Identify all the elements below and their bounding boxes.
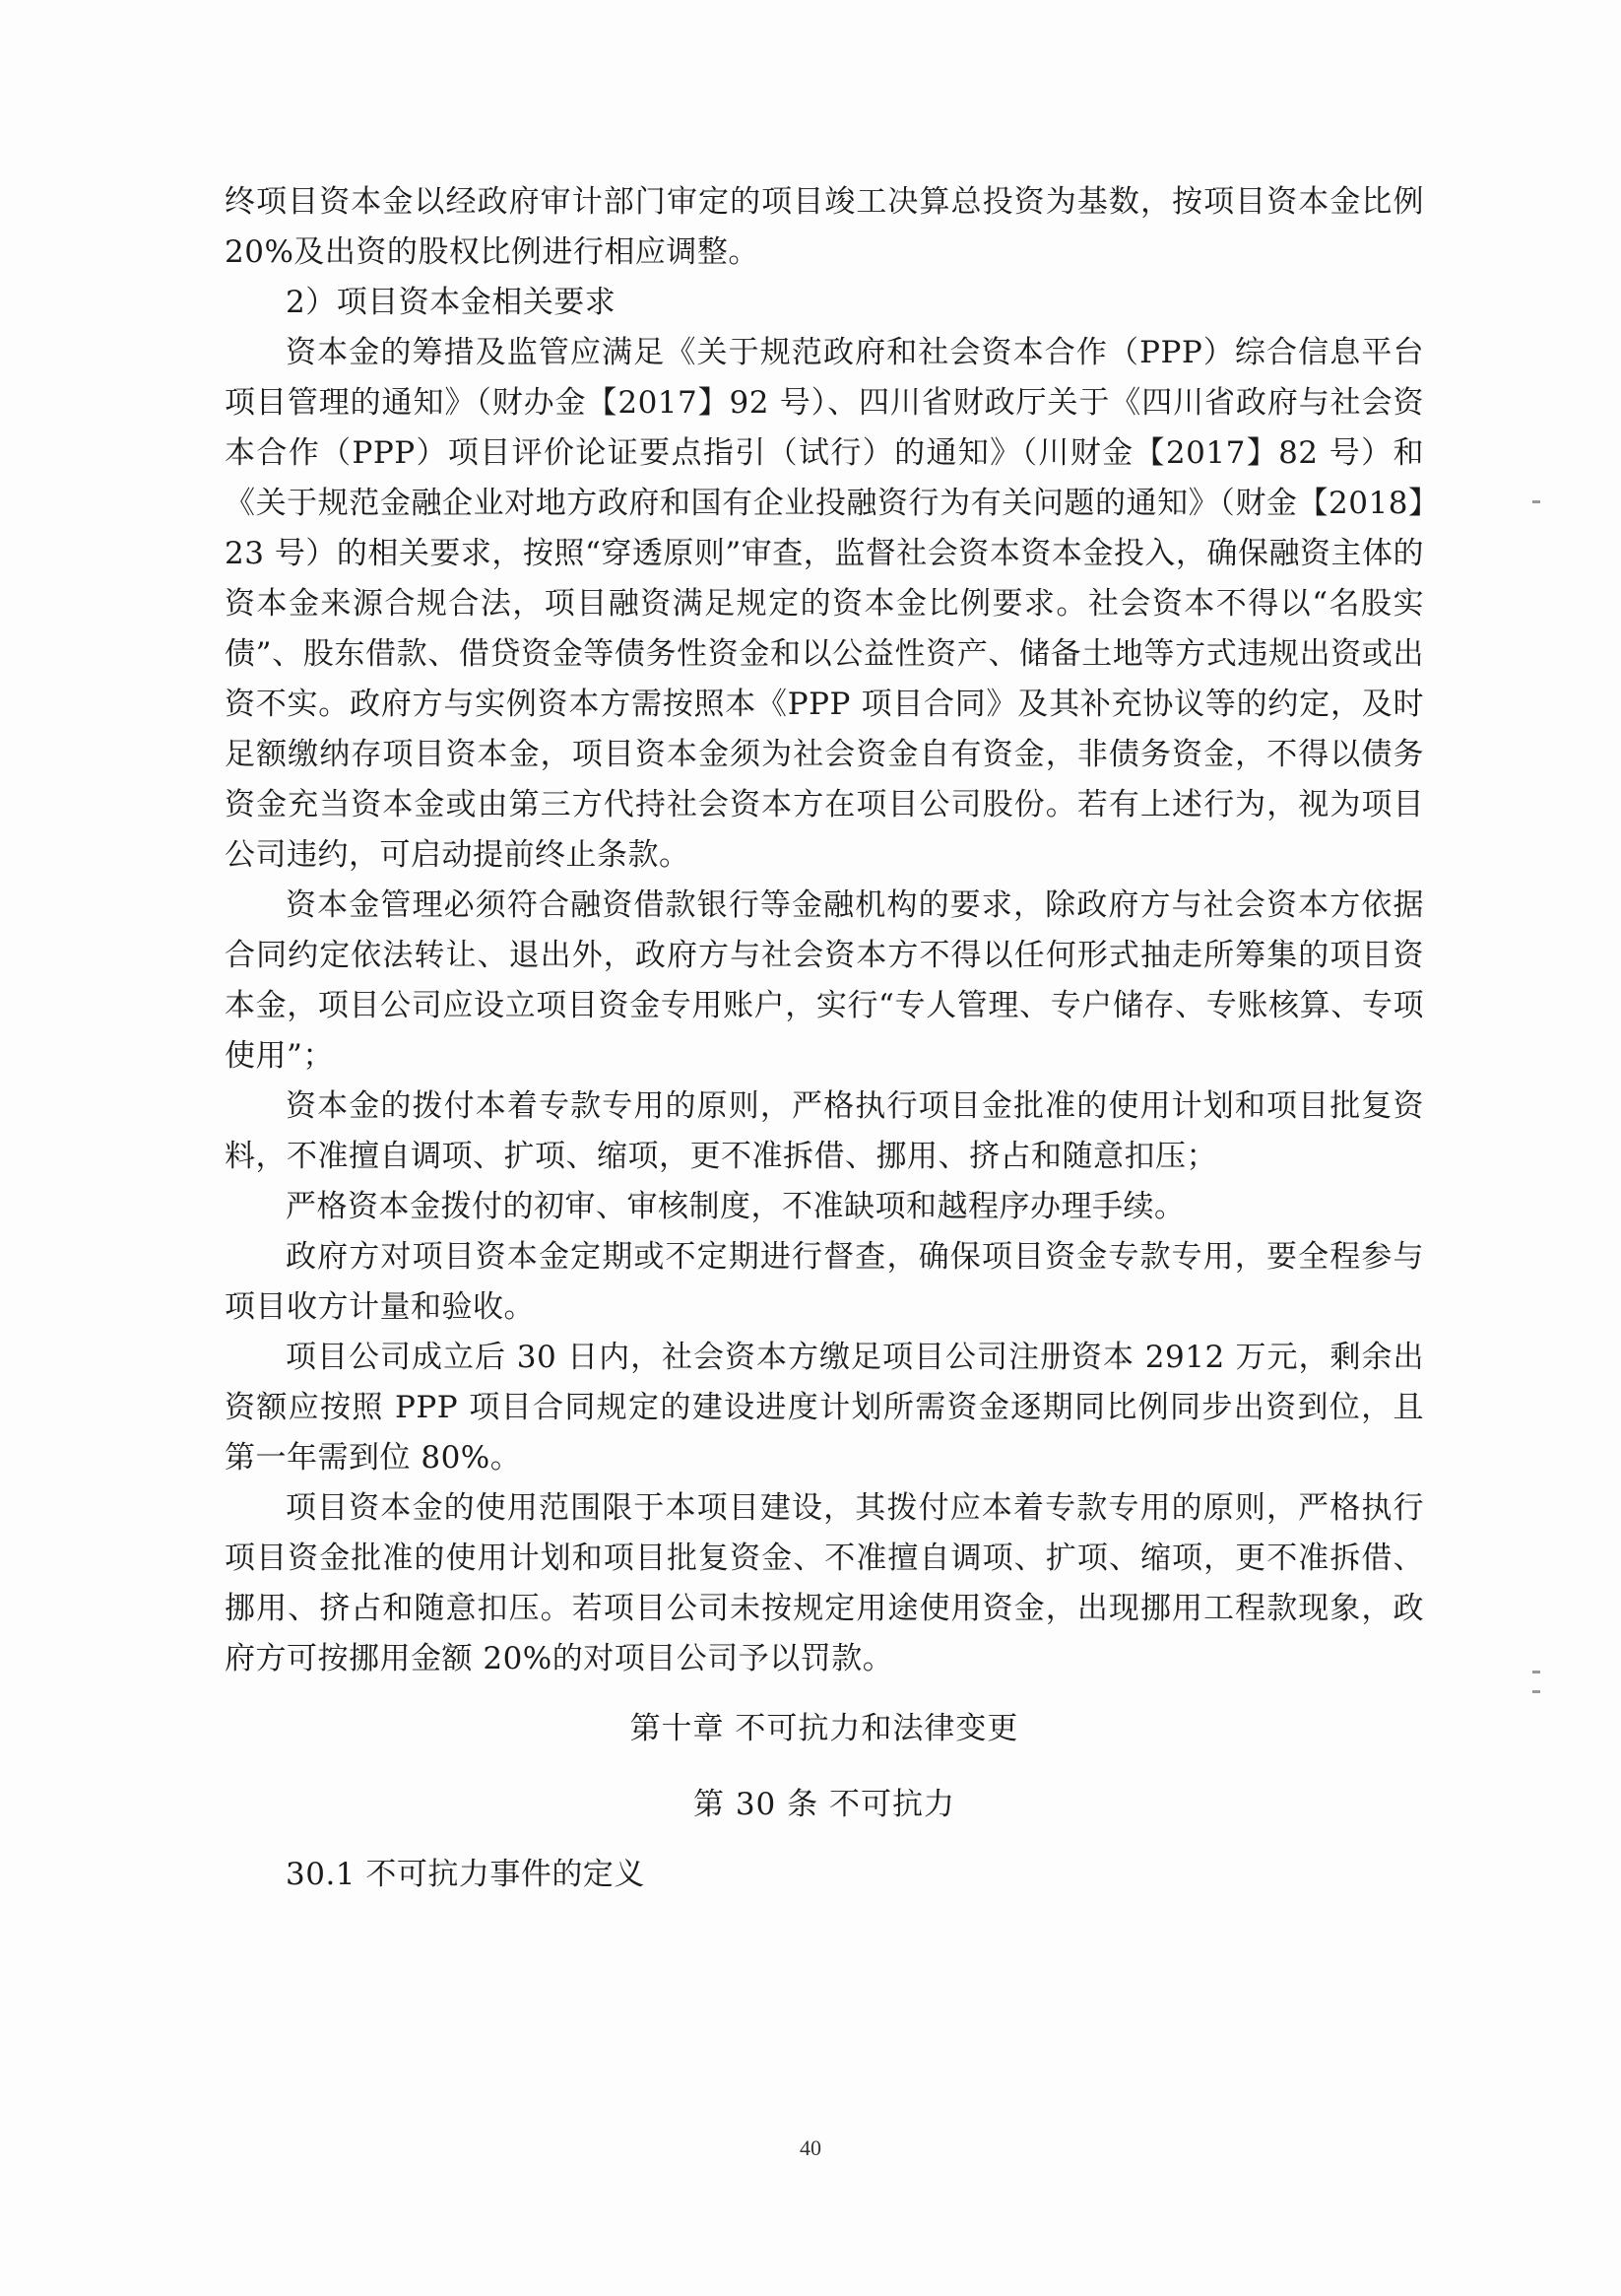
scan-edge-mark [1532, 1671, 1540, 1673]
article-title: 第 30 条 不可抗力 [692, 1787, 955, 1822]
paragraph-capital-management: 资本金管理必须符合融资借款银行等金融机构的要求，除政府方与社会资本方依据合同约定依法转让、退出外，政府方与社会资本方不得以任何形式抽走所筹集的项目资本金，项目公司应设立项目资金专用账户，实行“专人管理、专户储存、专账核算、专项使用”； [225, 887, 1424, 1074]
paragraph-capital-disbursement: 资本金的拨付本着专款专用的原则，严格执行项目金批准的使用计划和项目批复资料，不准擅自调项、扩项、缩项，更不准拆借、挪用、挤占和随意扣压； [225, 1088, 1424, 1174]
paragraph-government-supervision: 政府方对项目资本金定期或不定期进行督查，确保项目资金专款专用，要全程参与项目收方计量和验收。 [225, 1239, 1424, 1325]
page-number: 40 [800, 2135, 821, 2160]
paragraph-registered-capital: 项目公司成立后 30 日内，社会资本方缴足项目公司注册资本 2912 万元，剩余出资额应按照 PPP 项目合同规定的建设进度计划所需资金逐期同比例同步出资到位，且第一年需到位 80%。 [225, 1340, 1424, 1476]
paragraph-usage-scope: 项目资本金的使用范围限于本项目建设，其拨付应本着专款专用的原则，严格执行项目资金批准的使用计划和项目批复资金、不准擅自调项、扩项、缩项，更不准拆借、挪用、挤占和随意扣压。若项目公司未按规定用途使用资金，出现挪用工程款现象，政府方可按挪用金额 20%的对项目公司予以罚款。 [225, 1490, 1424, 1676]
scan-edge-mark [1532, 500, 1540, 503]
document-body [225, 177, 1424, 1900]
scan-edge-mark [1532, 1690, 1540, 1693]
chapter-title: 第十章 不可抗力和法律变更 [629, 1711, 1019, 1746]
paragraph-review-system: 严格资本金拨付的初审、审核制度，不准缺项和越程序办理手续。 [286, 1189, 1186, 1224]
paragraph-capital-raising: 资本金的筹措及监管应满足《关于规范政府和社会资本合作（PPP）综合信息平台项目管理的通知》（财办金【2017】92 号）、四川省财政厅关于《四川省政府与社会资本合作（PPP）项目评价论证要点指引（试行）的通知》（川财金【2017】82 号）和《关于规范金融企业对地方政府和国有企业投融资行为有关问题的通知》（财金【2018】23 号）的相关要求，按照“穿透原则”审查，监督社会资本资本金投入，确保融资主体的资本金来源合规合法，项目融资满足规定的资本金比例要求。社会资本不得以“名股实债”、股东借款、借贷资金等债务性资金和以公益性资产、储备土地等方式违规出资或出资不实。政府方与实例资本方需按照本《PPP 项目合同》及其补充协议等的约定，及时足额缴纳存项目资本金，项目资本金须为社会资金自有资金，非债务资金，不得以债务资金充当资本金或由第三方代持社会资本方在项目公司股份。若有上述行为，视为项目公司违约，可启动提前终止条款。 [225, 335, 1424, 873]
subheading-capital-requirements: 2）项目资本金相关要求 [286, 285, 616, 320]
section-heading: 30.1 不可抗力事件的定义 [286, 1857, 645, 1892]
paragraph-continuation: 终项目资本金以经政府审计部门审定的项目竣工决算总投资为基数，按项目资本金比例20%及出资的股权比例进行相应调整。 [225, 184, 1424, 270]
